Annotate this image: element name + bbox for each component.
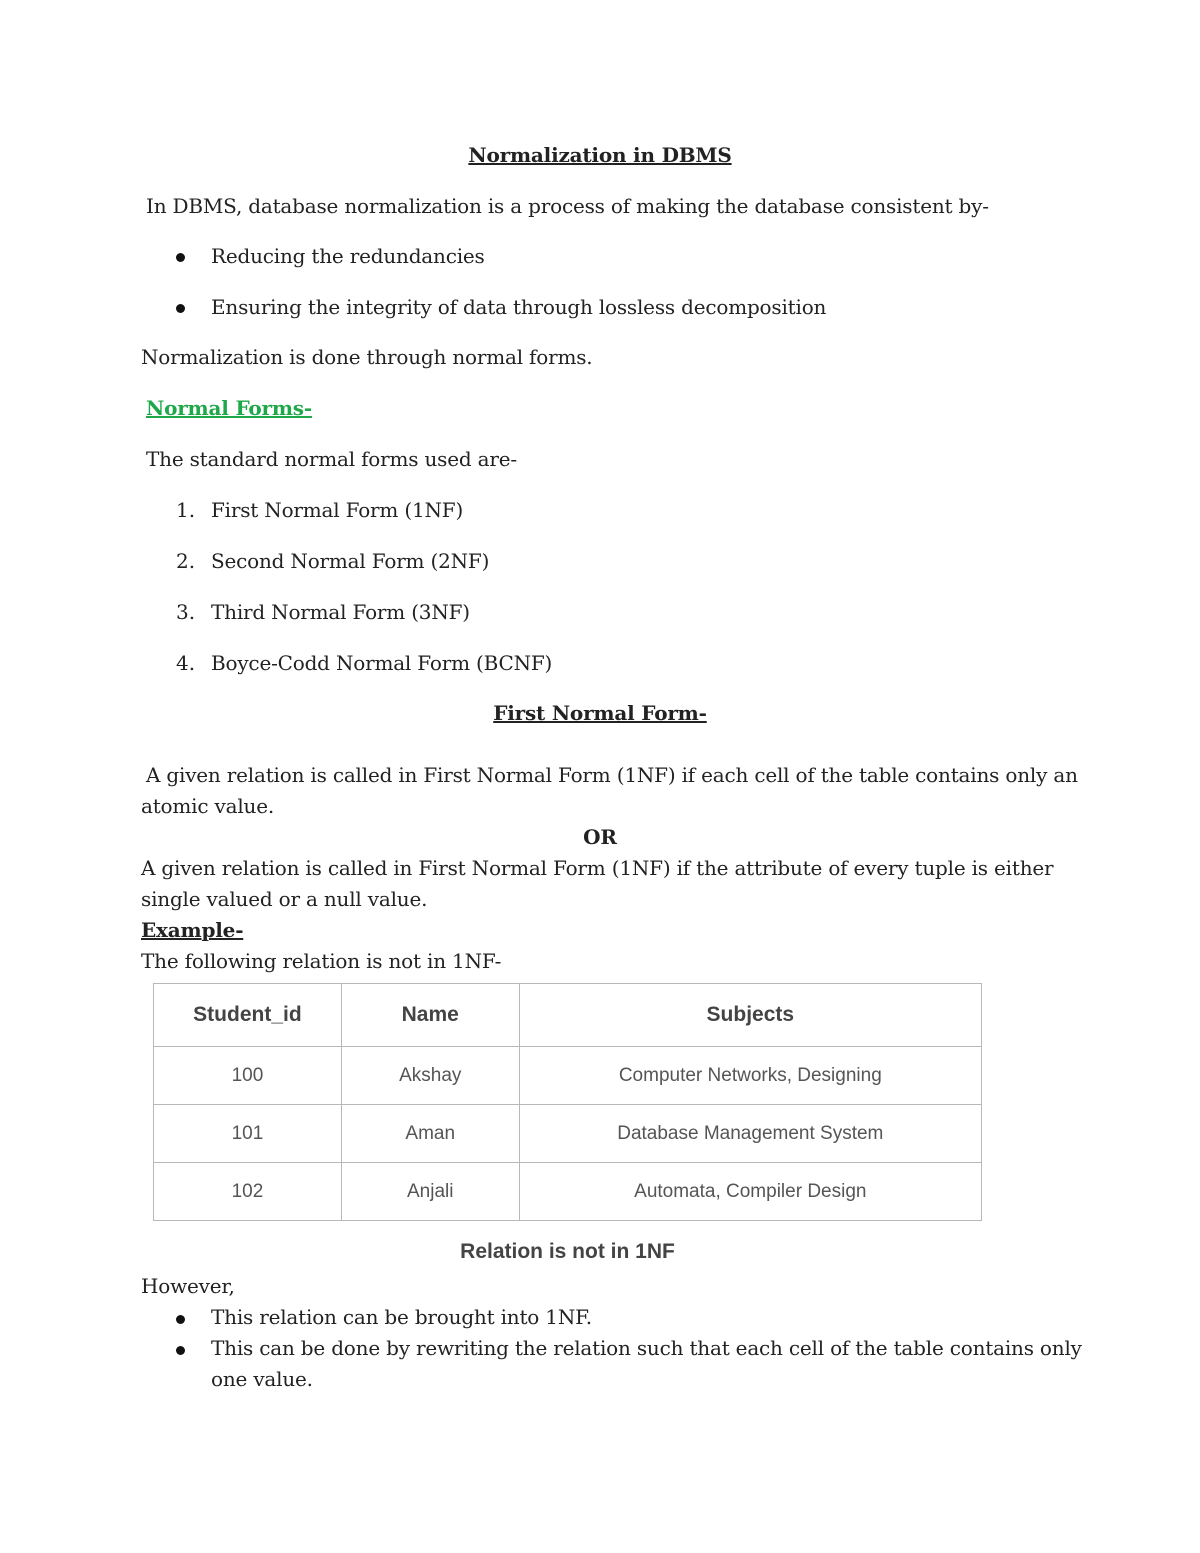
definition-2-line-1: A given relation is called in First Normal Form (1NF) if the attribute of every tuple is either [141,856,1054,880]
however-bullet-2: This can be done by rewriting the relation such that each cell of the table contains only [211,1336,1082,1360]
table-cell: Anjali [341,1163,519,1221]
list-number: 2. [176,549,196,573]
first-nf-heading: First Normal Form- [493,701,707,725]
column-header: Name [341,984,519,1047]
definition-2-line-2: single valued or a null value. [141,887,428,911]
bullet-icon [176,1346,185,1355]
definition-1-line-1: A given relation is called in First Normal Form (1NF) if each cell of the table contains only an [146,763,1078,787]
or-separator: OR [583,825,617,849]
however-bullet-1: This relation can be brought into 1NF. [211,1305,592,1329]
relation-table [153,983,982,1221]
example-heading: Example- [141,918,244,942]
table-row [154,1163,982,1221]
list-item-bcnf: Boyce-Codd Normal Form (BCNF) [211,651,553,675]
normal-forms-heading: Normal Forms- [146,396,312,420]
list-number: 3. [176,600,196,624]
table-cell: Aman [341,1105,519,1163]
table-cell: Database Management System [519,1105,981,1163]
table-row [154,1047,982,1105]
bullet-icon [176,1315,185,1324]
table-header-row [154,984,982,1047]
table-cell: Akshay [341,1047,519,1105]
table-row [154,1105,982,1163]
standard-forms-intro: The standard normal forms used are- [146,447,517,471]
intro-paragraph: In DBMS, database normalization is a process of making the database consistent by- [146,194,989,218]
definition-1-line-2: atomic value. [141,794,275,818]
table-cell: Computer Networks, Designing [519,1047,981,1105]
table-cell: Automata, Compiler Design [519,1163,981,1221]
bullet-icon [176,304,185,313]
list-number: 4. [176,651,196,675]
list-number: 1. [176,498,196,522]
list-item-3nf: Third Normal Form (3NF) [211,600,470,624]
example-intro: The following relation is not in 1NF- [141,949,502,973]
however-line: However, [141,1274,235,1298]
bullet-icon [176,253,185,262]
intro-bullet-1: Reducing the redundancies [211,244,485,268]
table-caption: Relation is not in 1NF [460,1240,675,1263]
table-cell: 102 [154,1163,342,1221]
list-item-2nf: Second Normal Form (2NF) [211,549,490,573]
intro-bullet-2: Ensuring the integrity of data through lossless decomposition [211,295,827,319]
page-title: Normalization in DBMS [468,143,732,167]
table-cell: 100 [154,1047,342,1105]
list-item-1nf: First Normal Form (1NF) [211,498,464,522]
however-bullet-2-continuation: one value. [211,1367,313,1391]
table-cell: 101 [154,1105,342,1163]
column-header: Subjects [519,984,981,1047]
column-header: Student_id [154,984,342,1047]
normal-forms-sentence: Normalization is done through normal forms. [141,345,593,369]
